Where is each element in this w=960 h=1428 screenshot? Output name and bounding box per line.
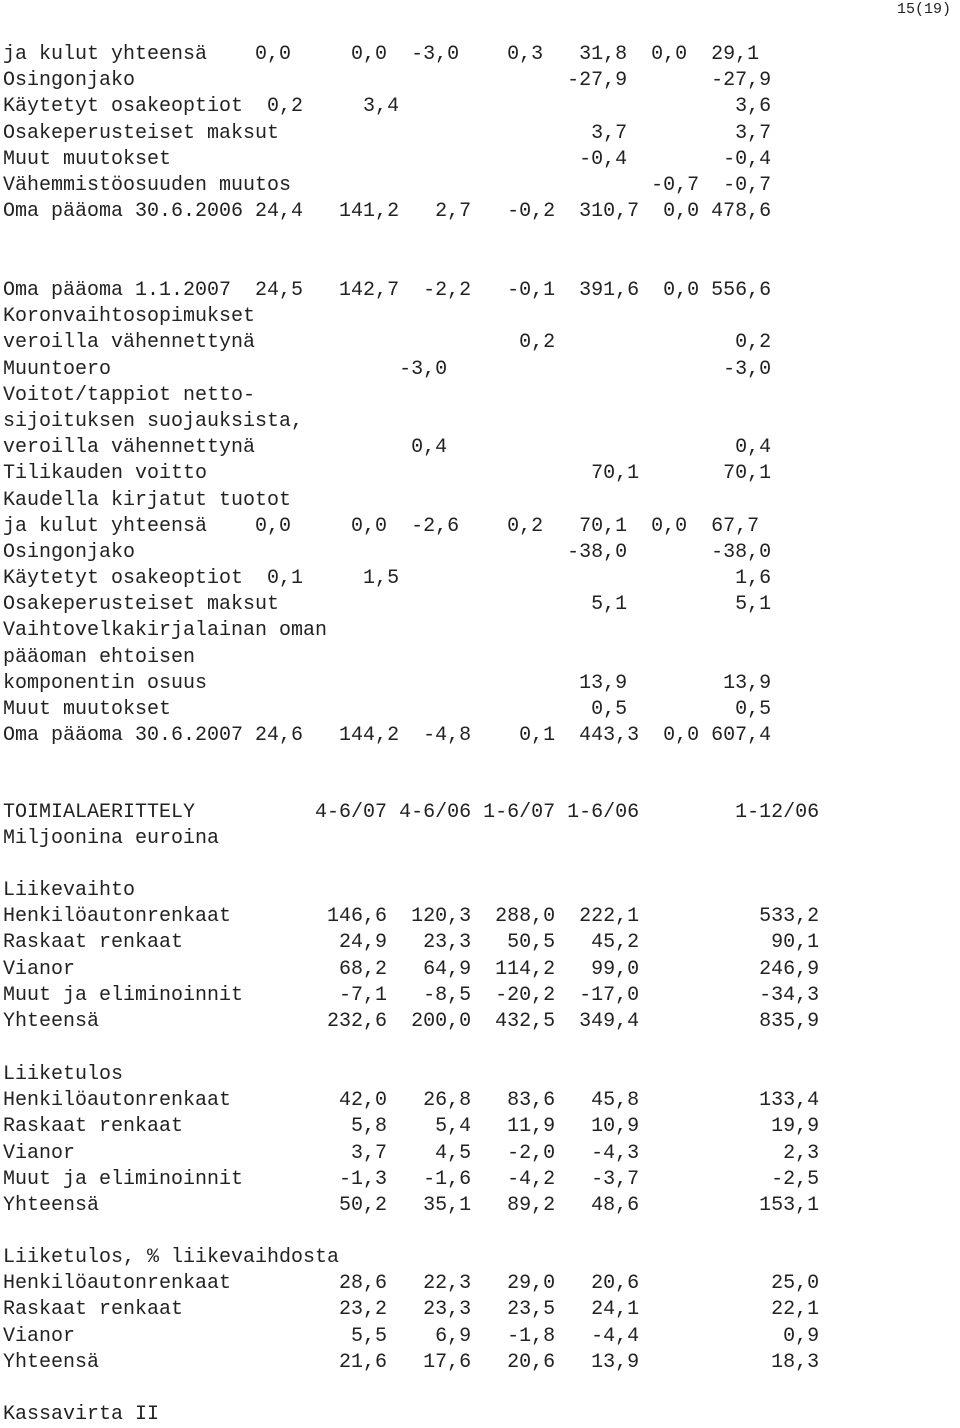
segment-row: Raskaat renkaat 23,2 23,3 23,5 24,1 22,1 bbox=[3, 1298, 820, 1322]
equity-row: Oma pääoma 30.6.2007 24,6 144,2 -4,8 0,1 443,3 0,0 607,4 bbox=[3, 724, 772, 748]
segment-row: Liiketulos, % liikevaihdosta bbox=[3, 1246, 340, 1269]
equity-row: Käytetyt osakeoptiot 0,1 1,5 1,6 bbox=[3, 567, 772, 591]
segment-operating-margin bbox=[3, 1245, 819, 1376]
equity-row: Vähemmistöosuuden muutos -0,7 -0,7 bbox=[3, 173, 772, 197]
segment-row: Vianor 5,5 6,9 -1,8 -4,4 0,9 bbox=[3, 1324, 820, 1348]
segment-row: Raskaat renkaat 24,9 23,3 50,5 45,2 90,1 bbox=[3, 931, 820, 955]
equity-row: pääoman ehtoisen bbox=[3, 645, 196, 669]
segment-header-line: TOIMIALAERITTELY 4-6/07 4-6/06 1-6/07 1-6/06 1-12/06 bbox=[3, 801, 820, 824]
page-number: 15(19) bbox=[897, 1, 952, 18]
segment-row: Yhteensä 21,6 17,6 20,6 13,9 18,3 bbox=[3, 1350, 820, 1374]
equity-row: Osakeperusteiset maksut 5,1 5,1 bbox=[3, 593, 772, 617]
equity-row: ja kulut yhteensä 0,0 0,0 -3,0 0,3 31,8 0,0 29,1 bbox=[3, 43, 760, 66]
equity-row: Tilikauden voitto 70,1 70,1 bbox=[3, 462, 772, 486]
segment-row: Liiketulos bbox=[3, 1063, 124, 1086]
equity-row: Osingonjako -27,9 -27,9 bbox=[3, 69, 772, 93]
equity-row: veroilla vähennettynä 0,2 0,2 bbox=[3, 331, 772, 355]
equity-row: sijoituksen suojauksista, bbox=[3, 409, 304, 433]
segment-row: Yhteensä 50,2 35,1 89,2 48,6 153,1 bbox=[3, 1193, 820, 1217]
segment-row: Vianor 68,2 64,9 114,2 99,0 246,9 bbox=[3, 957, 820, 981]
segment-row: Henkilöautonrenkaat 28,6 22,3 29,0 20,6 25,0 bbox=[3, 1272, 820, 1296]
segment-row: Henkilöautonrenkaat 42,0 26,8 83,6 45,8 133,4 bbox=[3, 1089, 820, 1113]
equity-row: Kaudella kirjatut tuotot bbox=[3, 488, 292, 512]
equity-row: Osingonjako -38,0 -38,0 bbox=[3, 540, 772, 564]
equity-row: Muut muutokset 0,5 0,5 bbox=[3, 698, 772, 721]
equity-row: Oma pääoma 30.6.2006 24,4 141,2 2,7 -0,2 310,7 0,0 478,6 bbox=[3, 200, 772, 224]
segment-row: Vianor 3,7 4,5 -2,0 -4,3 2,3 bbox=[3, 1141, 820, 1165]
cash-flow-heading: Kassavirta II bbox=[3, 1403, 160, 1426]
segment-row: Liikevaihto bbox=[3, 879, 136, 902]
equity-row: komponentin osuus 13,9 13,9 bbox=[3, 671, 772, 695]
segment-row: Muut ja eliminoinnit -7,1 -8,5 -20,2 -17,0 -34,3 bbox=[3, 983, 820, 1007]
equity-row: Koronvaihtosopimukset bbox=[3, 305, 256, 329]
segment-header-line: Miljoonina euroina bbox=[3, 827, 220, 851]
equity-row: veroilla vähennettynä 0,4 0,4 bbox=[3, 436, 772, 460]
equity-row: Voitot/tappiot netto- bbox=[3, 383, 256, 407]
segment-row: Yhteensä 232,6 200,0 432,5 349,4 835,9 bbox=[3, 1009, 820, 1033]
segment-operating-profit bbox=[3, 1062, 819, 1219]
equity-statement-2006-continued bbox=[3, 42, 771, 225]
segment-net-sales bbox=[3, 878, 819, 1035]
equity-statement-2007 bbox=[3, 278, 771, 749]
equity-row: Oma pääoma 1.1.2007 24,5 142,7 -2,2 -0,1 391,6 0,0 556,6 bbox=[3, 279, 772, 302]
equity-row: Osakeperusteiset maksut 3,7 3,7 bbox=[3, 121, 772, 145]
segment-row: Raskaat renkaat 5,8 5,4 11,9 10,9 19,9 bbox=[3, 1115, 820, 1139]
equity-row: ja kulut yhteensä 0,0 0,0 -2,6 0,2 70,1 0,0 67,7 bbox=[3, 514, 760, 538]
equity-row: Muut muutokset -0,4 -0,4 bbox=[3, 147, 772, 171]
equity-row: Käytetyt osakeoptiot 0,2 3,4 3,6 bbox=[3, 95, 772, 119]
segment-row: Muut ja eliminoinnit -1,3 -1,6 -4,2 -3,7 -2,5 bbox=[3, 1167, 820, 1191]
equity-row: Vaihtovelkakirjalainan oman bbox=[3, 619, 328, 643]
segment-table-header bbox=[3, 800, 819, 852]
segment-row: Henkilöautonrenkaat 146,6 120,3 288,0 222,1 533,2 bbox=[3, 905, 820, 929]
equity-row: Muuntoero -3,0 -3,0 bbox=[3, 357, 772, 381]
